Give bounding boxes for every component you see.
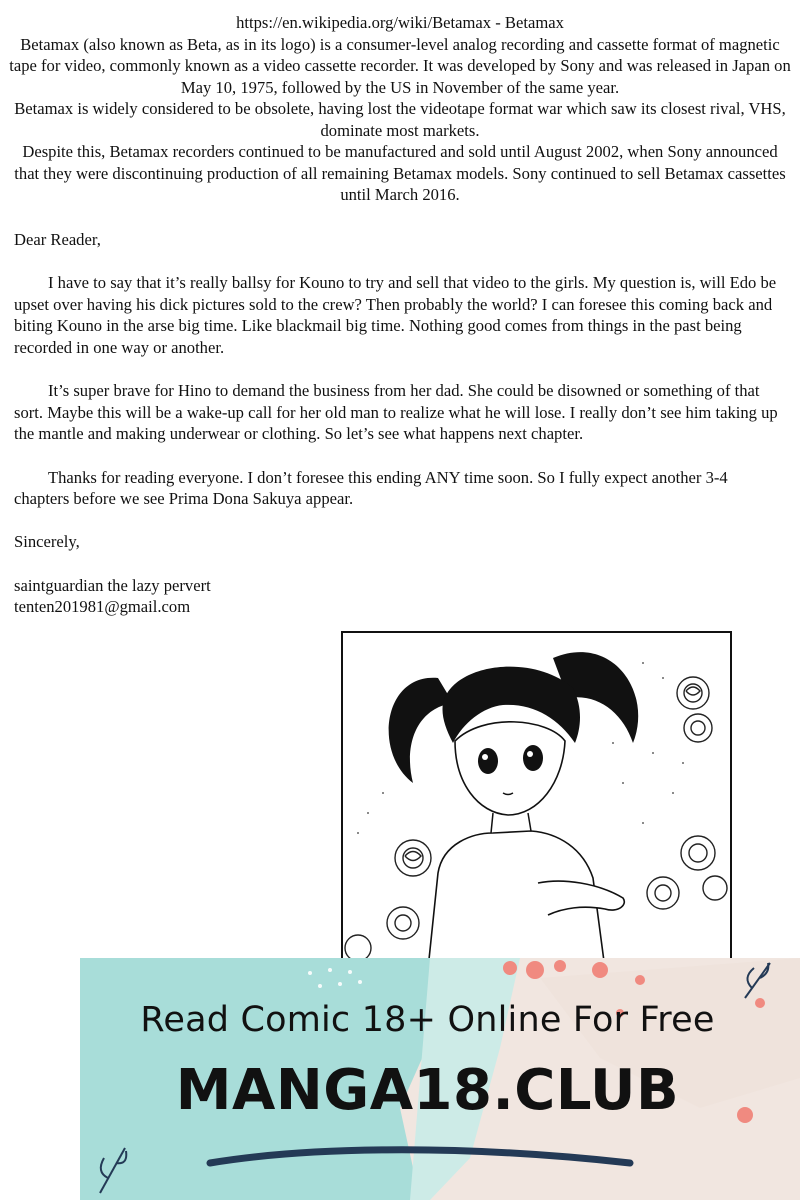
banner-tagline[interactable]: Read Comic 18+ Online For Free (140, 1000, 715, 1040)
signature-name: saintguardian the lazy pervert (14, 575, 211, 595)
source-line: https://en.wikipedia.org/wiki/Betamax - Betamax (236, 13, 564, 32)
manga-illustration (341, 631, 732, 971)
letter (14, 229, 782, 618)
excerpt-paragraph: Despite this, Betamax recorders continued to be manufactured and sold until August 2002, when Sony announced that they were discontinuing production of all remaining Betamax models. Sony continued to sell Betamax cassettes until March 2016. (14, 142, 786, 204)
letter-closing: Sincerely, (14, 532, 80, 552)
signature-email: tenten201981@gmail.com (14, 597, 191, 617)
wiki-excerpt (8, 12, 792, 206)
banner-brand[interactable]: MANGA18.CLUB (175, 1058, 680, 1123)
manga-illustration-icon (343, 633, 730, 969)
letter-paragraph: I have to say that it’s really ballsy for Kouno to try and sell that video to the girls. My question is, will Edo be upset over having his dick pictures sold to the crew? Then probably the world? I can foresee this coming back and biting Kouno in the arse big time. Like blackmail big time. Nothing good comes from things in the past being recorded in one way or another. (14, 273, 777, 357)
letter-greeting: Dear Reader, (14, 230, 101, 249)
excerpt-paragraph: Betamax (also known as Beta, as in its logo) is a consumer-level analog recording and cassette format of magnetic tape for video, commonly known as a video cassette recorder. It was developed by Sony and was released in Japan on May 10, 1975, followed by the US in November of the same year. (9, 34, 791, 97)
excerpt-paragraph: Betamax is widely considered to be obsolete, having lost the videotape format war which saw its closest rival, VHS, dominate most markets. (14, 99, 786, 140)
letter-paragraph: Thanks for reading everyone. I don’t foresee this ending ANY time soon. So I fully expect another 3-4 chapters before we see Prima Dona Sakuya appear. (14, 467, 728, 509)
promo-banner[interactable] (0, 958, 800, 1200)
letter-paragraph: It’s super brave for Hino to demand the business from her dad. She could be disowned or something of that sort. Maybe this will be a wake-up call for her old man to realize what he will lose. I really don’t see him taking up the mantle and making underwear or clothing. So let’s see what happens next chapter. (14, 381, 778, 444)
